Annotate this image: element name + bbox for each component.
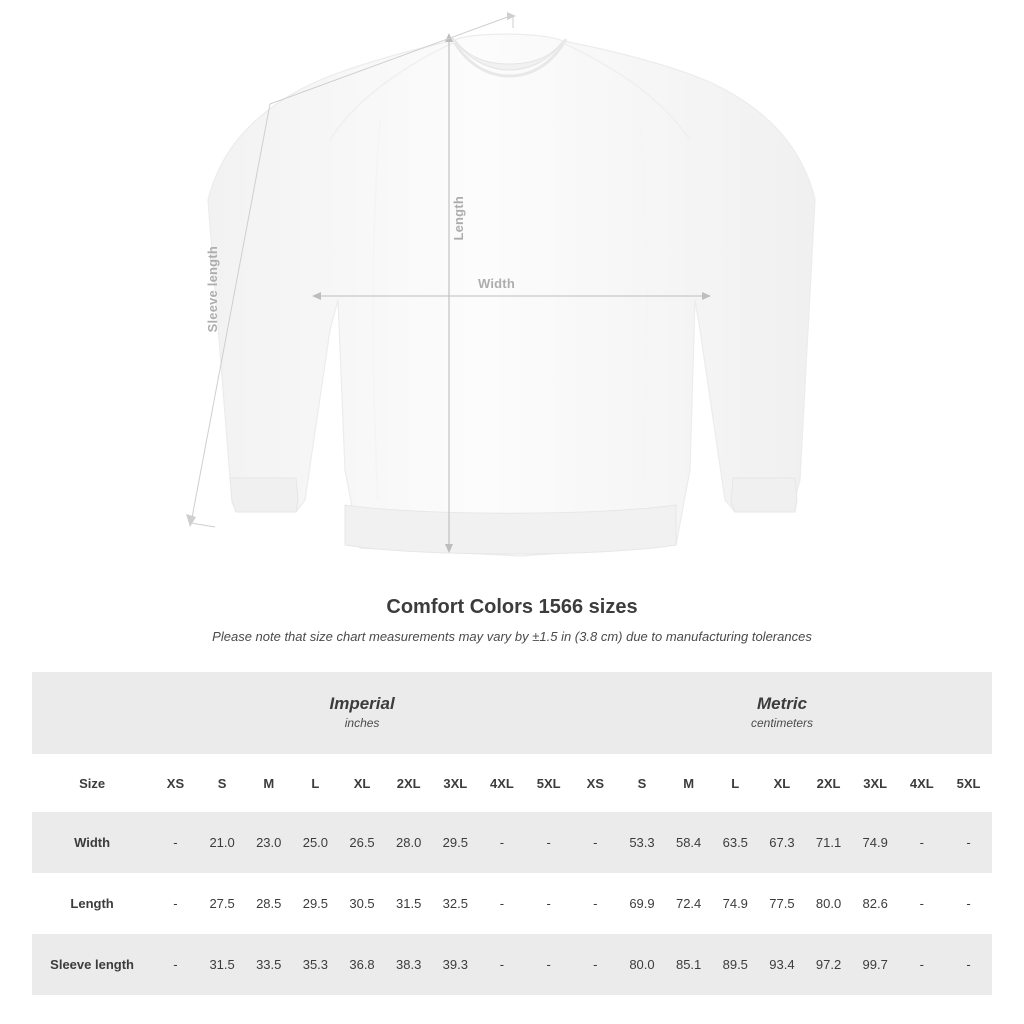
cell-length-metric-m: 72.4 <box>675 896 702 911</box>
size-header-row <box>32 754 992 812</box>
cell-sleeve-imperial-xl: 36.8 <box>339 934 386 995</box>
row-label-sleeve-length: Sleeve length <box>32 934 152 995</box>
cell-width-imperial-3xl: 29.5 <box>432 812 479 873</box>
table-row <box>32 873 992 934</box>
cell-width-imperial-4xl: - <box>479 812 526 873</box>
size-col-imperial-l: L <box>292 754 339 812</box>
size-col-imperial-s: S <box>199 754 246 812</box>
size-table <box>32 672 992 995</box>
cell-width-imperial-5xl: - <box>525 812 572 873</box>
cell-length-imperial-xl: 30.5 <box>349 896 375 911</box>
cell-length-metric-4xl: - <box>919 896 924 911</box>
cell-length-imperial-l: 29.5 <box>302 896 329 911</box>
cell-sleeve-metric-5xl: - <box>945 934 992 995</box>
cell-length-imperial-4xl: - <box>499 896 505 911</box>
size-col-metric-4xl: 4XL <box>899 754 946 812</box>
cell-length-imperial-2xl: 31.5 <box>396 896 422 911</box>
cell-width-metric-s: 53.3 <box>619 812 666 873</box>
size-col-metric-5xl: 5XL <box>945 754 992 812</box>
imperial-unit-cell <box>152 672 572 754</box>
size-table-wrapper <box>32 672 992 995</box>
sleeve-length-dimension-label: Sleeve length <box>205 246 220 333</box>
size-col-imperial-xl: XL <box>339 754 386 812</box>
cell-sleeve-imperial-3xl: 39.3 <box>432 934 479 995</box>
cell-sleeve-imperial-s: 31.5 <box>199 934 246 995</box>
cell-width-imperial-xl: 26.5 <box>339 812 386 873</box>
cell-width-metric-3xl: 74.9 <box>852 812 899 873</box>
size-col-metric-m: M <box>665 754 712 812</box>
length-dimension-label: Length <box>451 196 466 241</box>
size-col-imperial-4xl: 4XL <box>479 754 526 812</box>
size-col-metric-s: S <box>619 754 666 812</box>
row-label-length: Length <box>70 896 114 911</box>
metric-label: Metric <box>756 693 808 713</box>
size-col-imperial-m: M <box>245 754 292 812</box>
cell-sleeve-imperial-5xl: - <box>525 934 572 995</box>
unit-header-blank <box>32 672 152 754</box>
cell-width-imperial-xs: - <box>152 812 199 873</box>
cell-width-imperial-s: 21.0 <box>199 812 246 873</box>
cell-length-imperial-s: 27.5 <box>209 896 235 911</box>
width-dimension-label: Width <box>478 276 515 291</box>
unit-header-row <box>32 672 992 754</box>
cell-width-metric-5xl: - <box>945 812 992 873</box>
table-row <box>32 812 992 873</box>
size-col-metric-xs: XS <box>572 754 619 812</box>
cell-length-metric-5xl: - <box>966 896 971 911</box>
cell-sleeve-imperial-l: 35.3 <box>292 934 339 995</box>
cell-length-imperial-xs: - <box>173 896 178 911</box>
cell-width-metric-2xl: 71.1 <box>805 812 852 873</box>
cell-width-metric-xl: 67.3 <box>759 812 806 873</box>
cell-width-imperial-l: 25.0 <box>292 812 339 873</box>
cell-length-imperial-m: 28.5 <box>256 896 282 911</box>
cell-sleeve-metric-m: 85.1 <box>665 934 712 995</box>
cell-sleeve-metric-3xl: 99.7 <box>852 934 899 995</box>
size-col-imperial-3xl: 3XL <box>432 754 479 812</box>
imperial-label: Imperial <box>329 693 395 713</box>
size-col-metric-xl: XL <box>759 754 806 812</box>
cell-length-imperial-3xl: 32.5 <box>442 896 468 911</box>
cell-width-imperial-2xl: 28.0 <box>385 812 432 873</box>
metric-sublabel: centimeters <box>751 716 814 731</box>
cell-sleeve-imperial-2xl: 38.3 <box>385 934 432 995</box>
size-col-imperial-5xl: 5XL <box>525 754 572 812</box>
size-col-imperial-2xl: 2XL <box>385 754 432 812</box>
cell-length-metric-xs: - <box>593 896 598 911</box>
cell-length-metric-2xl: 80.0 <box>815 896 842 911</box>
cell-width-metric-xs: - <box>572 812 619 873</box>
cell-length-imperial-5xl: - <box>546 896 551 911</box>
cell-sleeve-imperial-4xl: - <box>479 934 526 995</box>
cell-sleeve-metric-xs: - <box>572 934 619 995</box>
size-header-cell: Size <box>32 754 152 812</box>
row-label-width: Width <box>32 812 152 873</box>
size-col-metric-3xl: 3XL <box>852 754 899 812</box>
cell-width-imperial-m: 23.0 <box>245 812 292 873</box>
cell-length-metric-xl: 77.5 <box>769 896 795 911</box>
cell-width-metric-m: 58.4 <box>665 812 712 873</box>
table-row <box>32 934 992 995</box>
cell-sleeve-imperial-m: 33.5 <box>245 934 292 995</box>
page-title: Comfort Colors 1566 sizes <box>386 596 638 618</box>
cell-sleeve-metric-xl: 93.4 <box>759 934 806 995</box>
size-col-metric-l: L <box>712 754 759 812</box>
metric-unit-cell <box>572 672 992 754</box>
cell-width-metric-4xl: - <box>899 812 946 873</box>
size-col-metric-2xl: 2XL <box>805 754 852 812</box>
cell-sleeve-metric-2xl: 97.2 <box>805 934 852 995</box>
cell-length-metric-l: 74.9 <box>722 896 748 911</box>
cell-length-metric-s: 69.9 <box>629 896 655 911</box>
tolerance-note: Please note that size chart measurements may vary by ±1.5 in (3.8 cm) due to manufacturing tolerances <box>212 629 812 644</box>
cell-length-metric-3xl: 82.6 <box>862 896 888 911</box>
cell-sleeve-metric-l: 89.5 <box>712 934 759 995</box>
cell-sleeve-imperial-xs: - <box>152 934 199 995</box>
cell-width-metric-l: 63.5 <box>712 812 759 873</box>
cell-sleeve-metric-s: 80.0 <box>619 934 666 995</box>
size-col-imperial-xs: XS <box>152 754 199 812</box>
cell-sleeve-metric-4xl: - <box>899 934 946 995</box>
imperial-sublabel: inches <box>344 716 380 731</box>
